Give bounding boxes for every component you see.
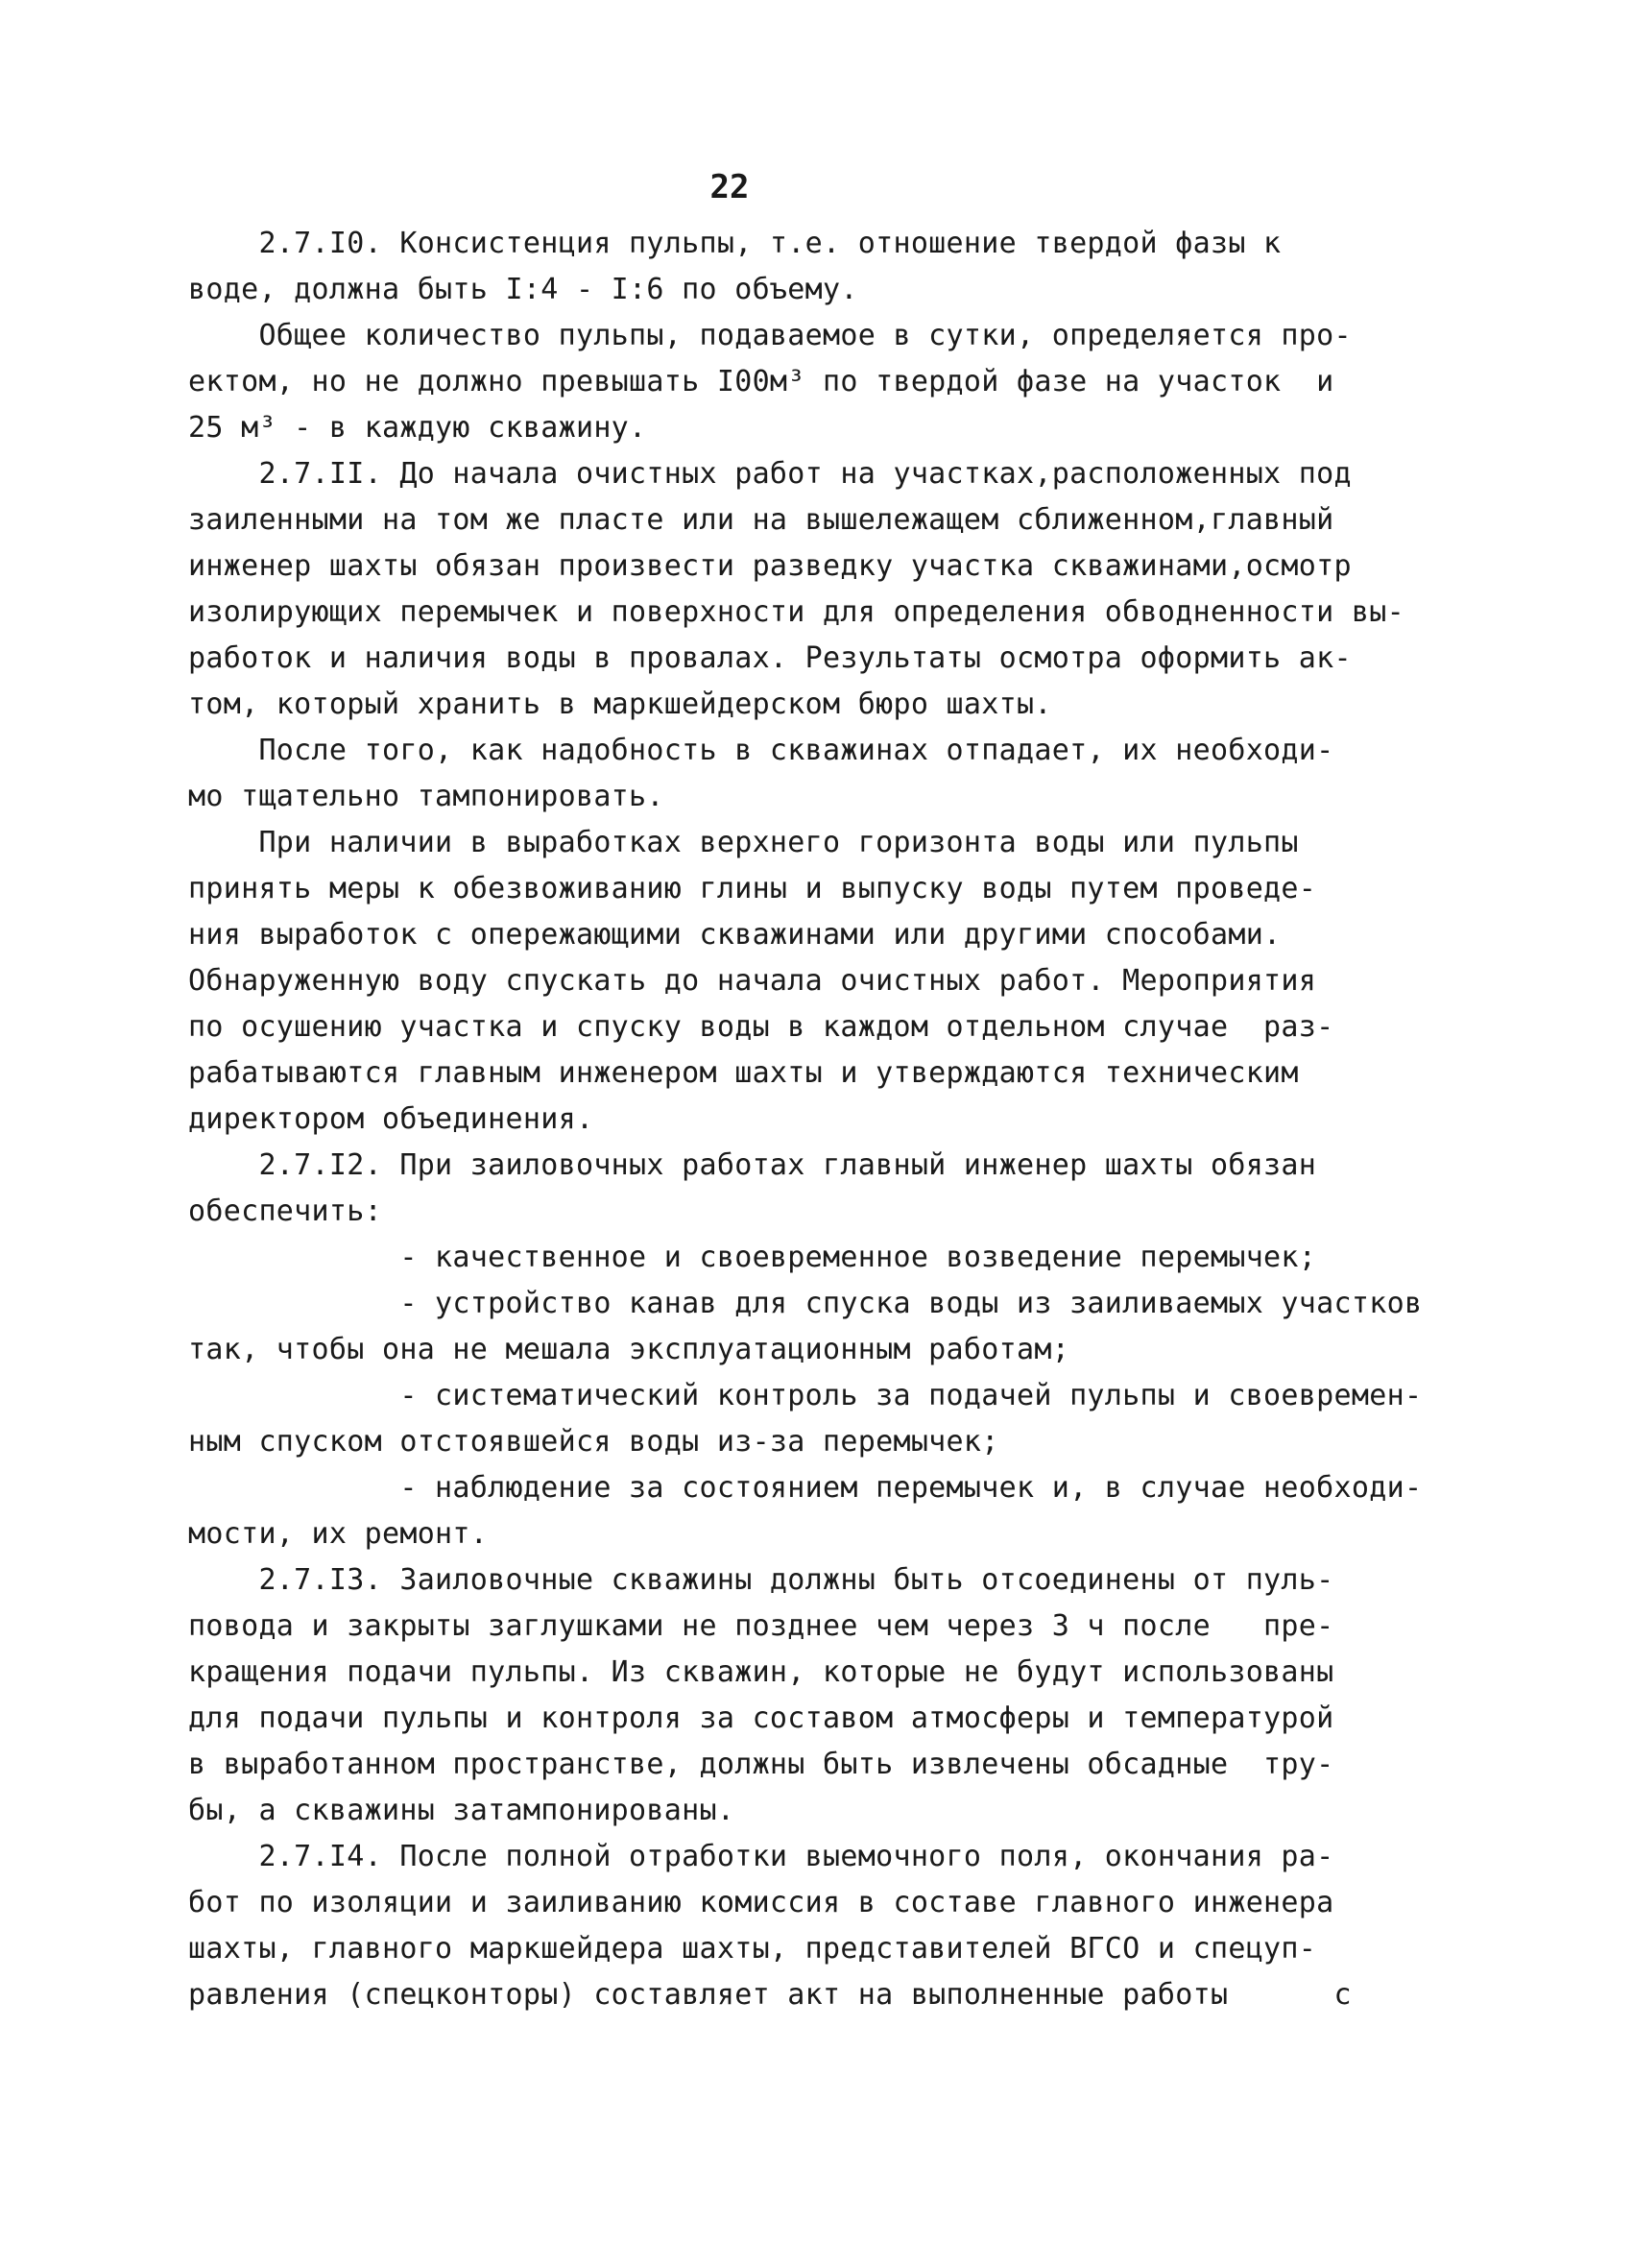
text-line: так, чтобы она не мешала эксплуатационным работам; [188,1333,1070,1366]
text-line: воде, должна быть I:4 - I:6 по объему. [188,273,858,306]
text-line: равления (спецконторы) составляет акт на выполненные работы с [188,1978,1352,2012]
text-line: - устройство канав для спуска воды из заиливаемых участков [188,1287,1423,1320]
text-line: изолирующих перемычек и поверхности для определения обводненности вы- [188,595,1404,629]
text-line: 2.7.I2. При заиловочных работах главный инженер шахты обязан [188,1148,1317,1182]
body-text [188,221,1436,2018]
text-line: для подачи пульпы и контроля за составом атмосферы и температурой [188,1701,1334,1735]
page-number: 22 [709,168,750,206]
text-line: Общее количество пульпы, подаваемое в сутки, определяется про- [188,319,1352,352]
text-line: бот по изоляции и заиливанию комиссия в составе главного инженера [188,1886,1334,1919]
text-line: шахты, главного маркшейдера шахты, представителей ВГСО и спецуп- [188,1932,1317,1966]
text-line: мости, их ремонт. [188,1517,489,1551]
text-line: рабатываются главным инженером шахты и утверждаются техническим [188,1056,1299,1090]
text-line: Обнаруженную воду спускать до начала очистных работ. Мероприятия [188,964,1317,998]
text-line: - качественное и своевременное возведение перемычек; [188,1241,1317,1274]
text-line: мо тщательно тампонировать. [188,780,664,813]
text-line: 2.7.II. До начала очистных работ на участках,расположенных под [188,457,1352,491]
text-line: принять меры к обезвоживанию глины и выпуску воды путем проведе- [188,872,1317,905]
text-line: - наблюдение за состоянием перемычек и, в случае необходи- [188,1471,1423,1505]
text-line: директором объединения. [188,1102,594,1136]
text-line: работок и наличия воды в провалах. Результаты осмотра оформить ак- [188,641,1352,675]
text-line: 2.7.I0. Консистенция пульпы, т.е. отношение твердой фазы к [188,227,1282,260]
text-line: кращения подачи пульпы. Из скважин, которые не будут использованы [188,1655,1334,1689]
text-line: ектом, но не должно превышать I00м³ по твердой фазе на участок и [188,365,1334,398]
text-line: том, который хранить в маркшейдерском бюро шахты. [188,688,1052,721]
text-line: обеспечить: [188,1194,382,1228]
text-line: 25 м³ - в каждую скважину. [188,411,647,445]
text-line: - систематический контроль за подачей пульпы и своевремен- [188,1379,1423,1412]
text-line: по осушению участка и спуску воды в каждом отдельном случае раз- [188,1010,1334,1044]
text-line: ния выработок с опережающими скважинами или другими способами. [188,918,1282,952]
text-line: 2.7.I3. Заиловочные скважины должны быть отсоединены от пуль- [188,1563,1334,1597]
text-line: бы, а скважины затампонированы. [188,1794,735,1827]
text-line: ным спуском отстоявшейся воды из-за перемычек; [188,1425,999,1459]
text-line: повода и закрыты заглушками не позднее чем через 3 ч после пре- [188,1609,1334,1643]
text-line: После того, как надобность в скважинах отпадает, их необходи- [188,734,1334,767]
text-line: инженер шахты обязан произвести разведку участка скважинами,осмотр [188,549,1352,583]
text-line: в выработанном пространстве, должны быть извлечены обсадные тру- [188,1748,1334,1781]
text-line: При наличии в выработках верхнего горизонта воды или пульпы [188,826,1299,859]
text-line: заиленными на том же пласте или на вышележащем сближенном,главный [188,503,1334,537]
text-line: 2.7.I4. После полной отработки выемочного поля, окончания ра- [188,1840,1334,1873]
